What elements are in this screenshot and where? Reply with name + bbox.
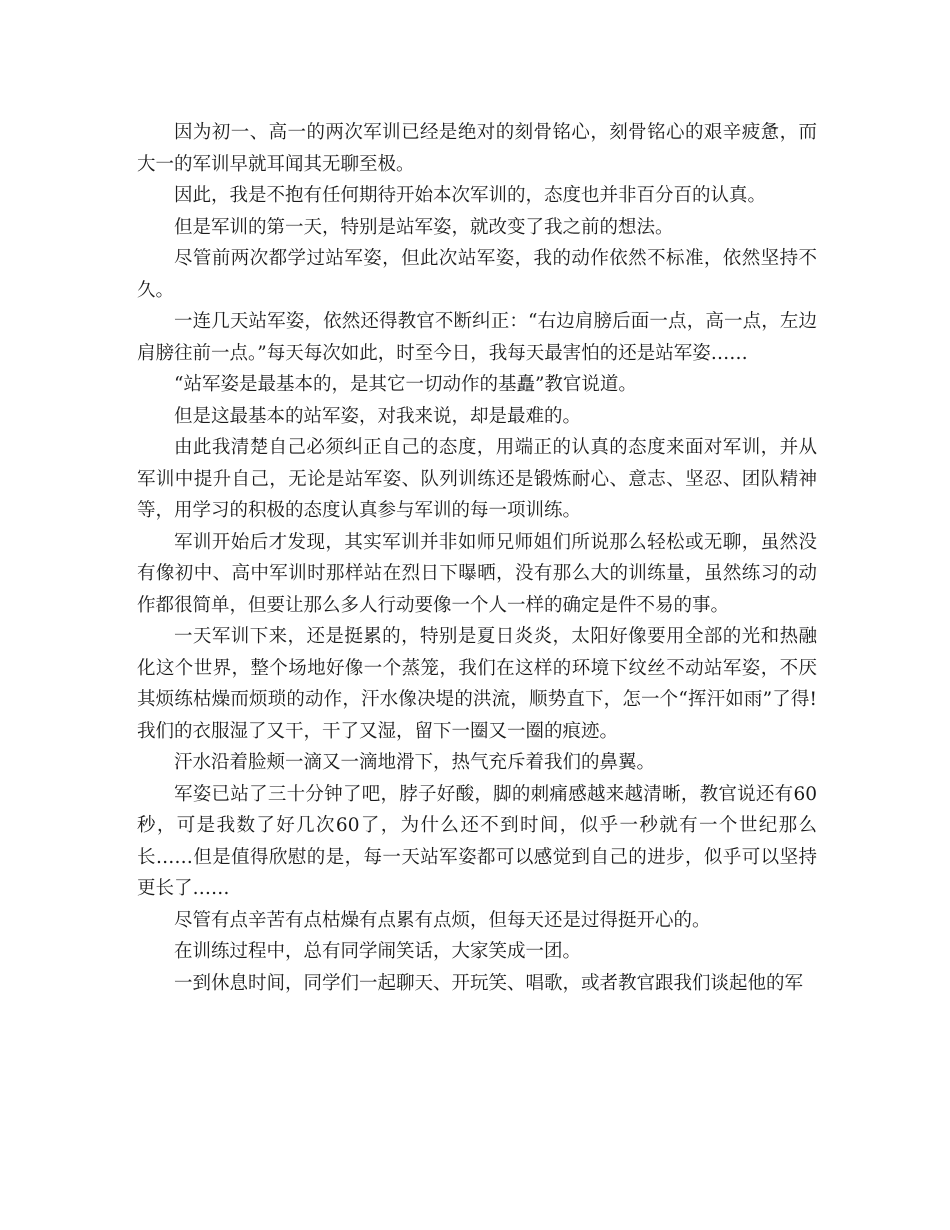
paragraph: 由此我清楚自己必须纠正自己的态度，用端正的认真的态度来面对军训，并从军训中提升自己，无论是站军姿、队列训练还是锻炼耐心、意志、坚忍、团队精神等，用学习的积极的态度认真参与军训的每一项训练。 [137,437,817,521]
paragraph: 因此，我是不抱有任何期待开始本次军训的，态度也并非百分百的认真。 [174,185,767,206]
paragraph: 因为初一、高一的两次军训已经是绝对的刻骨铭心，刻骨铭心的艰辛疲惫，而大一的军训早就耳闻其无聊至极。 [137,122,817,175]
paragraph: 一到休息时间，同学们一起聊天、开玩笑、唱歌，或者教官跟我们谈起他的军 [174,972,804,994]
paragraph: 在训练过程中，总有同学闹笑话，大家笑成一团。 [174,941,582,962]
paragraph: “站军姿是最基本的，是其它一切动作的基矗”教官说道。 [174,374,637,395]
paragraph: 一天军训下来，还是挺累的，特别是夏日炎炎，太阳好像要用全部的光和热融化这个世界，整个场地好像一个蒸笼，我们在这样的环境下纹丝不动站军姿，不厌其烦练枯燥而烦琐的动作，汗水像决堤的洪流，顺势直下，怎一个“挥汗如雨”了得!我们的衣服湿了又干，干了又湿，留下一圈又一圈的痕迹。 [137,626,817,742]
document-body [137,117,817,999]
paragraph: 尽管前两次都学过站军姿，但此次站军姿，我的动作依然不标准，依然坚持不久。 [137,248,817,301]
paragraph: 一连几天站军姿，依然还得教官不断纠正：“右边肩膀后面一点，高一点，左边肩膀往前一点。”每天每次如此，时至今日，我每天最害怕的还是站军姿…… [137,311,817,364]
paragraph: 但是军训的第一天，特别是站军姿，就改变了我之前的想法。 [174,216,674,238]
paragraph: 但是这最基本的站军姿，对我来说，却是最难的。 [174,405,582,427]
paragraph: 汗水沿着脸颊一滴又一滴地滑下，热气充斥着我们的鼻翼。 [174,752,656,773]
paragraph: 军姿已站了三十分钟了吧，脖子好酸，脚的刺痛感越来越清晰，教官说还有60秒，可是我数了好几次60了，为什么还不到时间，似乎一秒就有一个世纪那么长……但是值得欣慰的是，每一天站军姿都可以感觉到自己的进步，似乎可以坚持更长了…… [137,783,817,899]
paragraph: 尽管有点辛苦有点枯燥有点累有点烦，但每天还是过得挺开心的。 [174,909,711,931]
paragraph: 军训开始后才发现，其实军训并非如师兄师姐们所说那么轻松或无聊，虽然没有像初中、高中军训时那样站在烈日下曝晒，没有那么大的训练量，虽然练习的动作都很简单，但要让那么多人行动要像一个人一样的确定是件不易的事。 [137,531,817,616]
